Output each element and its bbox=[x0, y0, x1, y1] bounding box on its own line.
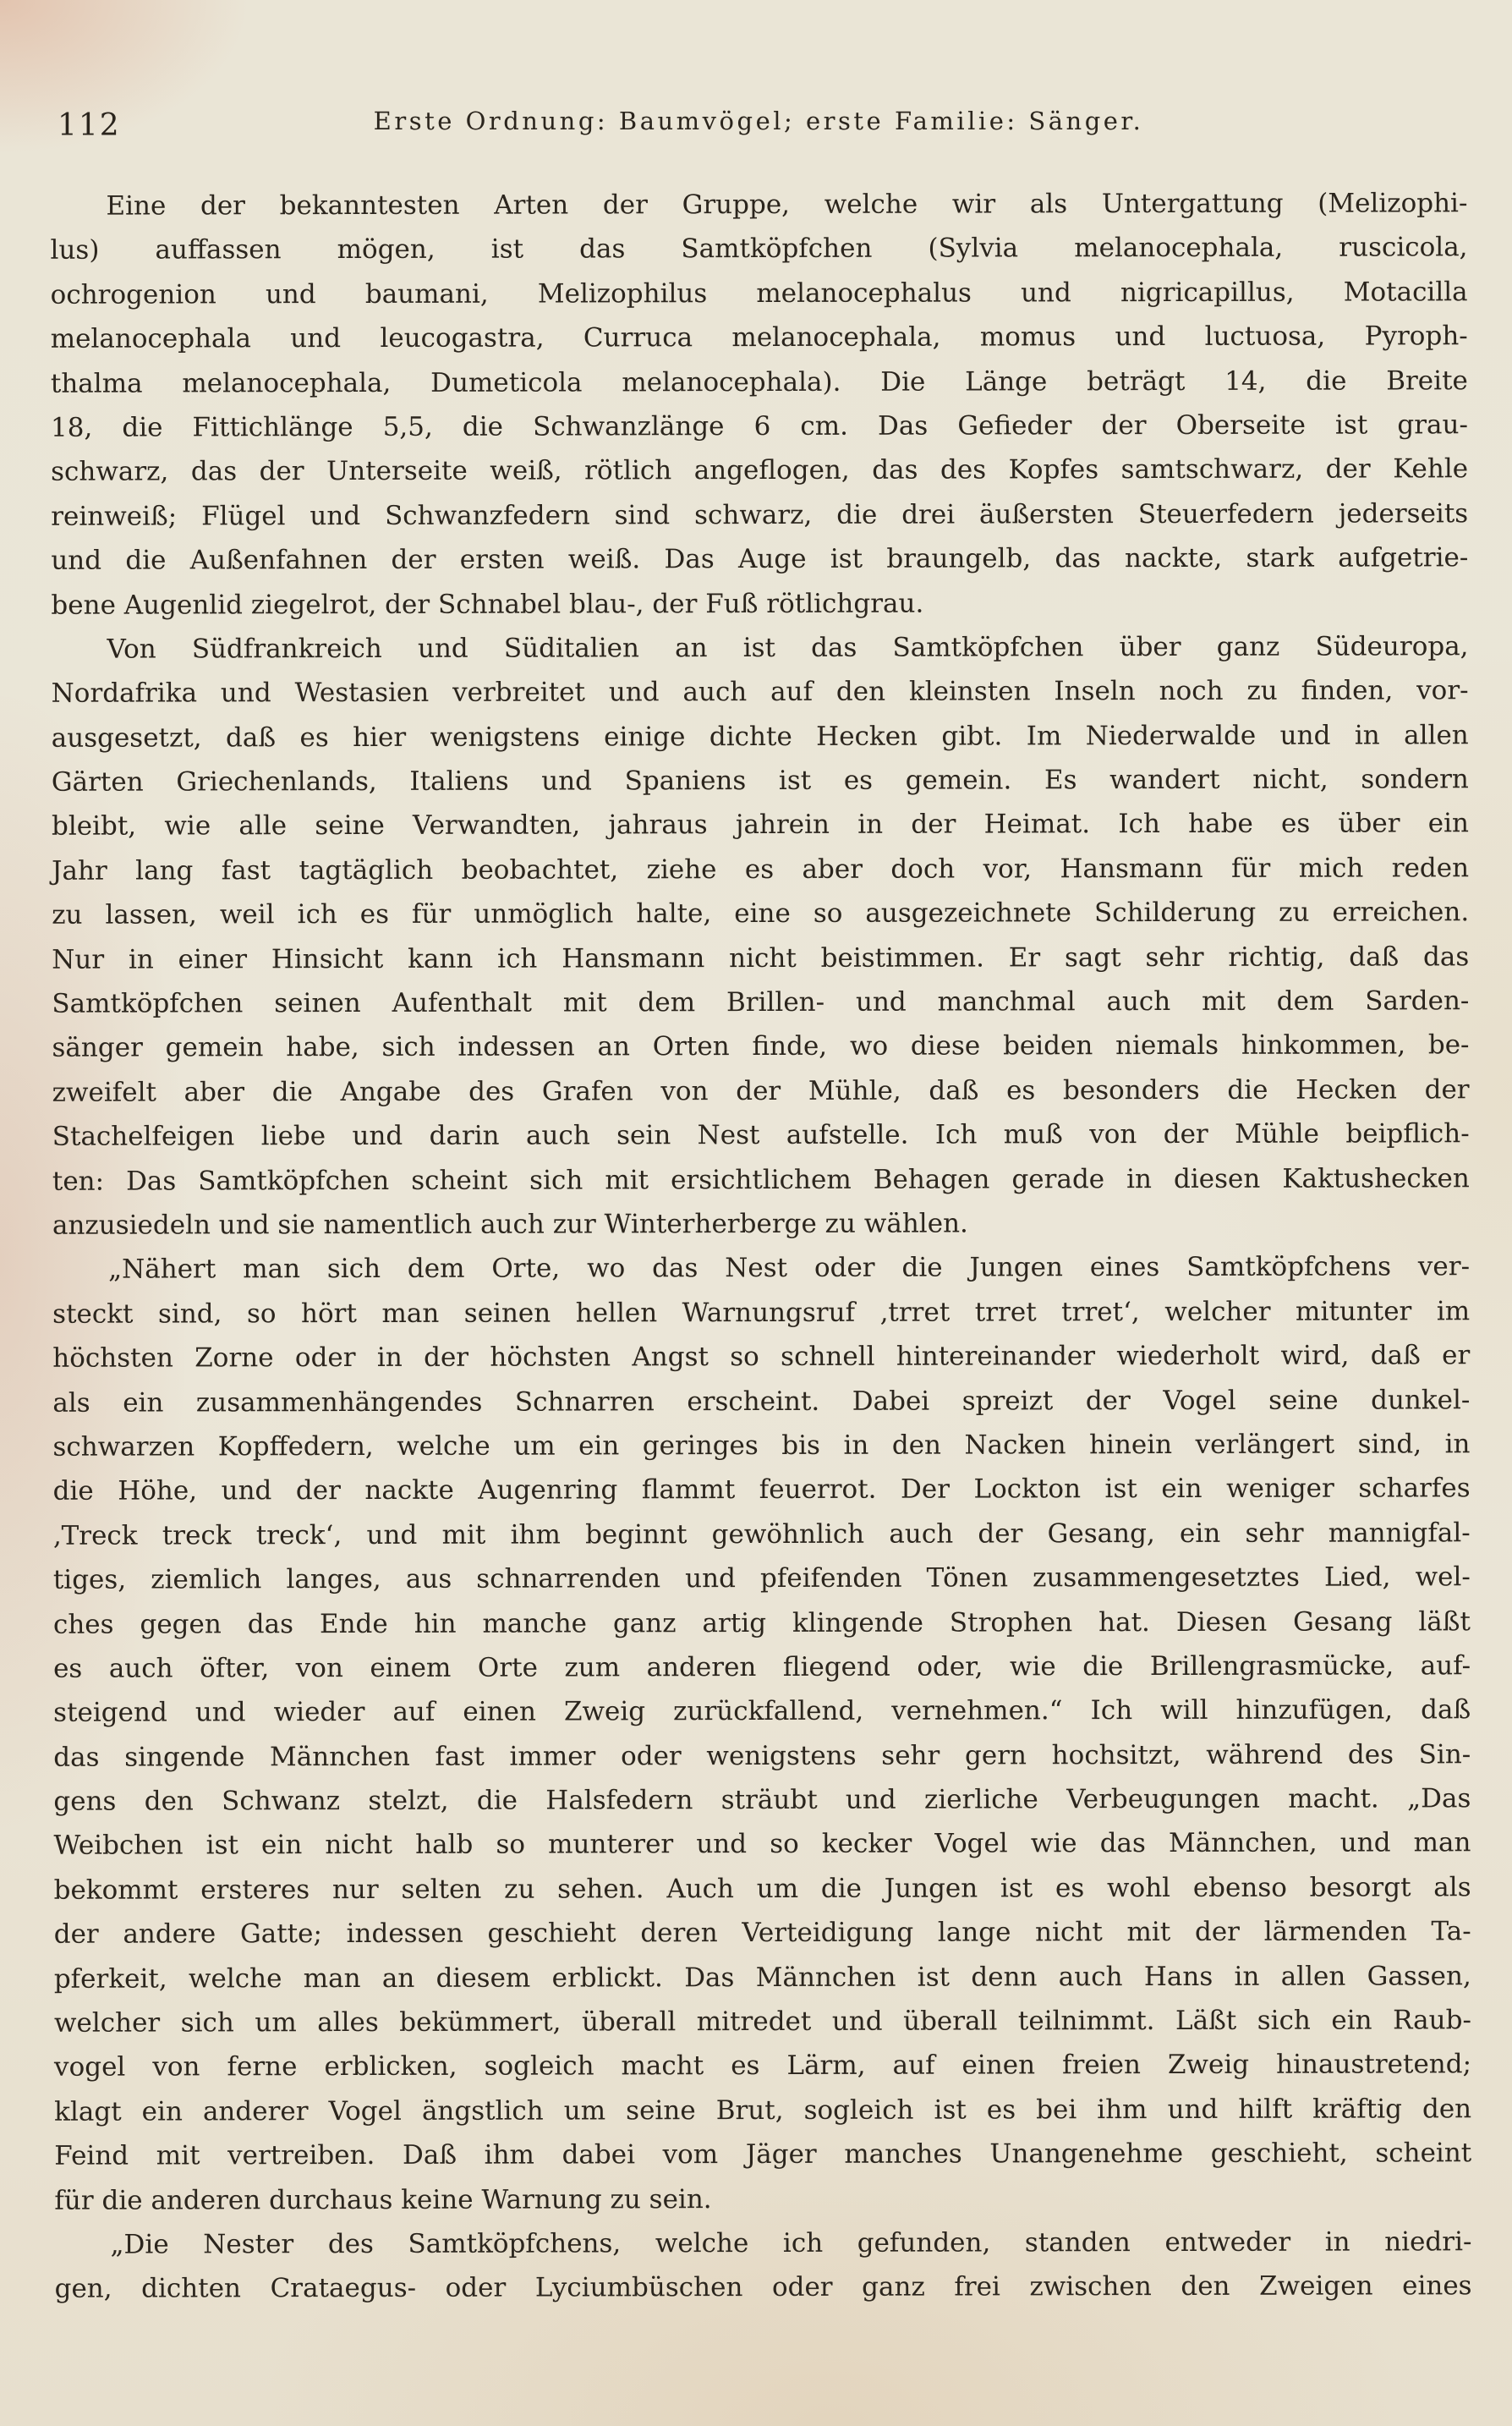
text-line: welcher sich um alles bekümmert, überall mitredet und überall teilnimmt. Läßt sich ein Raub- bbox=[53, 2005, 1471, 2039]
text-line: sänger gemein habe, sich indessen an Orten finde, wo diese beiden niemals hinkommen, be- bbox=[52, 1029, 1470, 1064]
text-line: für die anderen durchaus keine Warnung zu sein. bbox=[54, 2183, 712, 2216]
text-line: die Höhe, und der nackte Augenring flammt feuerrot. Der Lockton ist ein weniger scharfes bbox=[52, 1473, 1471, 1507]
text-line: melanocephala und leucogastra, Curruca melanocephala, momus und luctuosa, Pyroph- bbox=[50, 321, 1468, 354]
text-line: schwarz, das der Unterseite weiß, rötlich angeflogen, das des Kopfes samtschwarz, der Kehle bbox=[51, 453, 1469, 488]
text-line: bekommt ersteres nur selten zu sehen. Auch um die Jungen ist es wohl ebenso besorgt als bbox=[53, 1872, 1471, 1906]
text-line: Von Südfrankreich und Süditalien an ist das Samtköpfchen über ganz Südeuropa, bbox=[107, 631, 1469, 665]
text-line: höchsten Zorne oder in der höchsten Angst so schnell hintereinander wiederholt wird, daß er bbox=[52, 1340, 1471, 1374]
text-line: „Nähert man sich dem Orte, wo das Nest oder die Jungen eines Samtköpfchens ver- bbox=[108, 1251, 1471, 1285]
text-line: tiges, ziemlich langes, aus schnarrenden und pfeifenden Tönen zusammengesetztes Lied, wel- bbox=[52, 1562, 1471, 1595]
text-line: ches gegen das Ende hin manche ganz artig klingende Strophen hat. Diesen Gesang läßt bbox=[52, 1605, 1471, 1640]
text-line: zweifelt aber die Angabe des Grafen von der Mühle, daß es besonders die Hecken der bbox=[52, 1074, 1470, 1108]
text-line: bene Augenlid ziegelrot, der Schnabel blau-, der Fuß rötlichgrau. bbox=[51, 588, 924, 621]
page-header bbox=[52, 107, 1465, 147]
text-line: ochrogenion und baumani, Melizophilus melanocephalus und nigricapillus, Motacilla bbox=[50, 277, 1468, 310]
text-line: anzusiedeln und sie namentlich auch zur Winterherberge zu wählen. bbox=[52, 1208, 968, 1241]
text-line: Stachelfeigen liebe und darin auch sein Nest aufstelle. Ich muß von der Mühle beipflich- bbox=[52, 1118, 1470, 1152]
text-line: als ein zusammenhängendes Schnarren erscheint. Dabei spreizt der Vogel seine dunkel- bbox=[52, 1384, 1471, 1419]
text-line: das singende Männchen fast immer oder wenigstens sehr gern hochsitzt, während des Sin- bbox=[53, 1738, 1471, 1773]
text-line: steigend und wieder auf einen Zweig zurückfallend, vernehmen.“ Ich will hinzufügen, daß bbox=[53, 1694, 1471, 1729]
text-line: es auch öfter, von einem Orte zum anderen fliegend oder, wie die Brillengrasmücke, auf- bbox=[53, 1650, 1471, 1684]
text-line: bleibt, wie alle seine Verwandten, jahraus jahrein in der Heimat. Ich habe es über ein bbox=[51, 808, 1469, 843]
text-line: pferkeit, welche man an diesem erblickt. Das Männchen ist denn auch Hans in allen Gassen, bbox=[53, 1960, 1471, 1995]
text-line: gens den Schwanz stelzt, die Halsfedern sträubt und zierliche Verbeugungen macht. „Das bbox=[53, 1783, 1471, 1817]
text-line: ‚Treck treck treck‘, und mit ihm beginnt gewöhnlich auch der Gesang, ein sehr mannigfal- bbox=[52, 1517, 1471, 1551]
text-line: vogel von ferne erblicken, sogleich macht es Lärm, auf einen freien Zweig hinaustretend; bbox=[53, 2049, 1472, 2083]
text-line: zu lassen, weil ich es für unmöglich halte, eine so ausgezeichnete Schilderung zu erreichen. bbox=[52, 897, 1470, 931]
page-number: 112 bbox=[58, 108, 121, 143]
text-line: Feind mit vertreiben. Daß ihm dabei vom Jäger manches Unangenehme geschieht, scheint bbox=[54, 2138, 1472, 2171]
text-line: thalma melanocephala, Dumeticola melanocephala). Die Länge beträgt 14, die Breite bbox=[50, 365, 1468, 399]
text-line: Jahr lang fast tagtäglich beobachtet, ziehe es aber doch vor, Hansmann für mich reden bbox=[52, 853, 1470, 886]
text-line: steckt sind, so hört man seinen hellen Warnungsruf ‚trret trret trret‘, welcher mitunter im bbox=[52, 1296, 1471, 1330]
text-line: ten: Das Samtköpfchen scheint sich mit ersichtlichem Behagen gerade in diesen Kaktushecken bbox=[52, 1162, 1470, 1197]
running-head: Erste Ordnung: Baumvögel; erste Familie: Sänger. bbox=[373, 107, 1144, 135]
text-line: Weibchen ist ein nicht halb so munterer und so kecker Vogel wie das Männchen, und man bbox=[53, 1827, 1471, 1862]
text-line: Nur in einer Hinsicht kann ich Hansmann nicht beistimmen. Er sagt sehr richtig, daß das bbox=[52, 941, 1470, 975]
text-line: reinweiß; Flügel und Schwanzfedern sind schwarz, die drei äußersten Steuerfedern jederseits bbox=[51, 497, 1469, 532]
text-line: Eine der bekanntesten Arten der Gruppe, welche wir als Untergattung (Melizophi- bbox=[106, 188, 1468, 222]
text-line: ausgesetzt, daß es hier wenigstens einige dichte Hecken gibt. Im Niederwalde und in allen bbox=[51, 719, 1469, 754]
text-line: „Die Nester des Samtköpfchens, welche ich gefunden, standen entweder in niedri- bbox=[110, 2226, 1472, 2260]
page-text-block bbox=[50, 181, 1471, 2311]
text-line: Gärten Griechenlands, Italiens und Spaniens ist es gemein. Es wandert nicht, sondern bbox=[51, 764, 1469, 798]
text-line: Nordafrika und Westasien verbreitet und auch auf den kleinsten Inseln noch zu finden, vor- bbox=[51, 675, 1469, 710]
text-line: lus) auffassen mögen, ist das Samtköpfchen (Sylvia melanocephala, ruscicola, bbox=[50, 232, 1468, 266]
text-line: und die Außenfahnen der ersten weiß. Das Auge ist braungelb, das nackte, stark aufgetrie- bbox=[51, 542, 1469, 576]
text-line: 18, die Fittichlänge 5,5, die Schwanzlänge 6 cm. Das Gefieder der Oberseite ist grau- bbox=[50, 409, 1469, 443]
text-line: klagt ein anderer Vogel ängstlich um seine Brut, sogleich ist es bei ihm und hilft kräftig den bbox=[54, 2094, 1472, 2127]
text-line: gen, dichten Crataegus- oder Lyciumbüschen oder ganz frei zwischen den Zweigen eines bbox=[54, 2270, 1472, 2305]
text-line: der andere Gatte; indessen geschieht deren Verteidigung lange nicht mit der lärmenden Ta- bbox=[53, 1916, 1471, 1950]
text-line: Samtköpfchen seinen Aufenthalt mit dem Brillen- und manchmal auch mit dem Sarden- bbox=[52, 985, 1470, 1019]
text-line: schwarzen Kopffedern, welche um ein geringes bis in den Nacken hinein verlängert sind, in bbox=[52, 1429, 1471, 1463]
